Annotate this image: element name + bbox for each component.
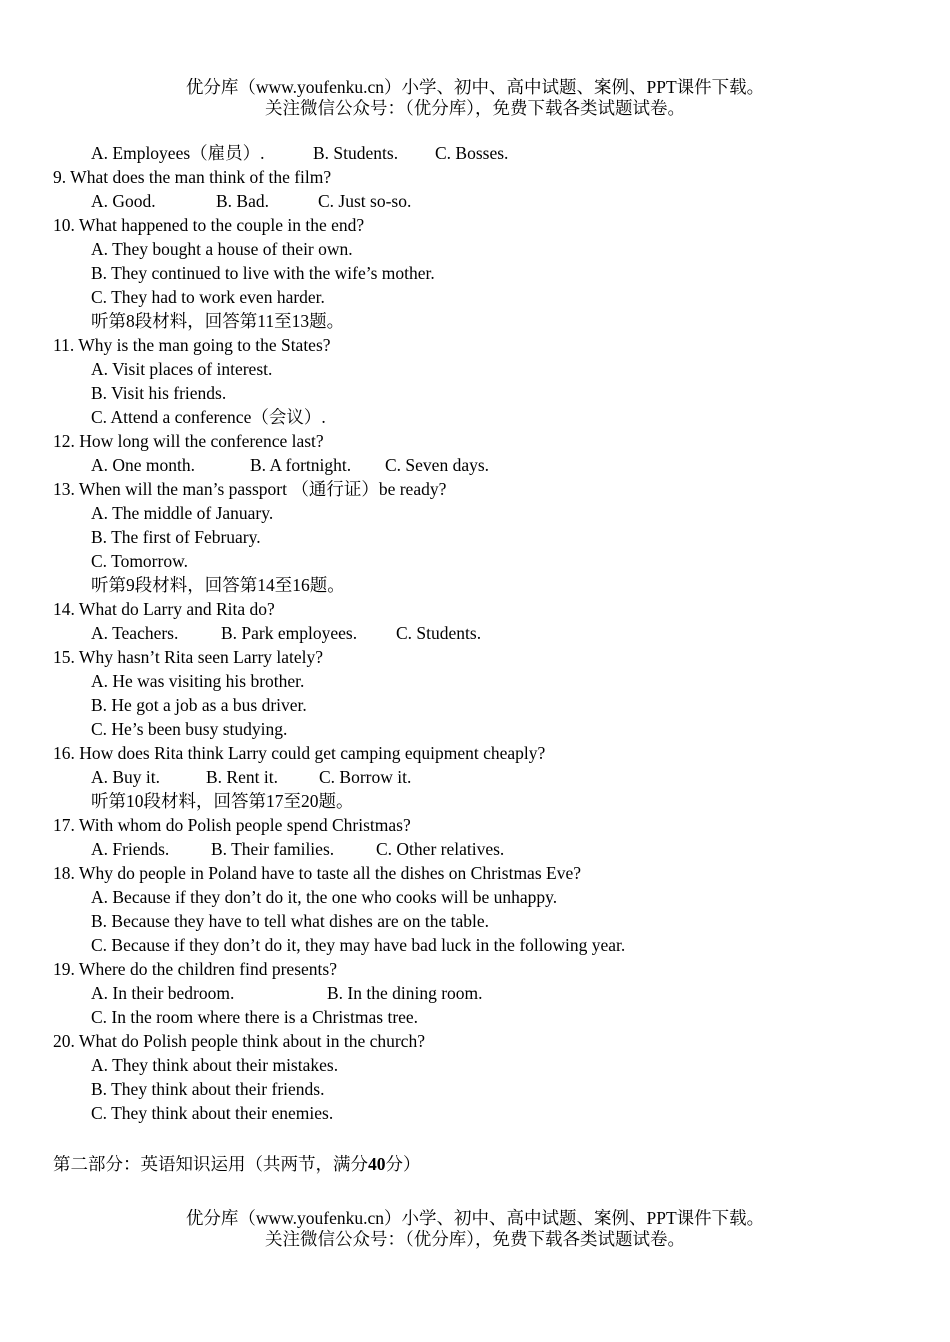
option-line: 听第10段材料，回答第17至20题。 — [91, 791, 354, 811]
option-line: C. In the room where there is a Christmas tree. — [91, 1007, 419, 1027]
option-line: A. They think about their mistakes. — [91, 1055, 339, 1075]
option-line: C. Because if they don’t do it, they may have bad luck in the following year. — [91, 935, 626, 955]
question-line: 15. Why hasn’t Rita seen Larry lately? — [53, 647, 324, 667]
option-item: B. Students. — [313, 143, 399, 163]
section-score: 40 — [368, 1154, 386, 1174]
question-line: 20. What do Polish people think about in the church? — [53, 1031, 425, 1051]
page-footer — [0, 1208, 950, 1250]
option-item: C. Just so-so. — [318, 191, 412, 211]
option-line: C. They think about their enemies. — [91, 1103, 334, 1123]
option-line: A. Visit places of interest. — [91, 359, 273, 379]
option-line: C. They had to work even harder. — [91, 287, 325, 307]
question-line: 11. Why is the man going to the States? — [53, 335, 331, 355]
footer-line-1: 优分库（www.youfenku.cn）小学、初中、高中试题、案例、PPT课件下载。 — [185, 1208, 765, 1228]
page-header — [0, 77, 950, 119]
option-item: B. A fortnight. — [250, 455, 352, 475]
question-line: 18. Why do people in Poland have to taste all the dishes on Christmas Eve? — [53, 863, 581, 883]
section-heading — [53, 1152, 421, 1176]
option-line: A. He was visiting his brother. — [91, 671, 305, 691]
option-line — [53, 141, 913, 165]
option-item: B. Bad. — [216, 191, 269, 211]
question-line: 17. With whom do Polish people spend Christmas? — [53, 815, 411, 835]
option-line — [53, 189, 913, 213]
option-line — [53, 837, 913, 861]
question-line: 14. What do Larry and Rita do? — [53, 599, 275, 619]
option-item: A. Friends. — [91, 839, 170, 859]
option-item: B. Park employees. — [221, 623, 358, 643]
option-line: C. Tomorrow. — [91, 551, 188, 571]
option-line: 听第8段材料，回答第11至13题。 — [91, 311, 345, 331]
option-item: A. In their bedroom. — [91, 983, 235, 1003]
option-item: B. Their families. — [211, 839, 335, 859]
option-line: B. They continued to live with the wife’s mother. — [91, 263, 435, 283]
option-item: A. Teachers. — [91, 623, 179, 643]
section-heading-prefix: 第二部分：英语知识运用（共两节，满分 — [53, 1154, 368, 1174]
option-line: B. They think about their friends. — [91, 1079, 325, 1099]
option-item: C. Borrow it. — [319, 767, 412, 787]
option-line: B. The first of February. — [91, 527, 261, 547]
option-item: C. Other relatives. — [376, 839, 505, 859]
option-item: A. Employees（雇员）. — [91, 143, 265, 163]
header-line-2: 关注微信公众号：（优分库），免费下载各类试题试卷。 — [265, 98, 685, 118]
option-item: C. Bosses. — [435, 143, 509, 163]
option-line — [53, 765, 913, 789]
option-line: C. He’s been busy studying. — [91, 719, 288, 739]
option-line: A. Because if they don’t do it, the one who cooks will be unhappy. — [91, 887, 558, 907]
option-line — [53, 621, 913, 645]
question-line: 13. When will the man’s passport （通行证）be ready? — [53, 479, 447, 499]
question-line: 16. How does Rita think Larry could get camping equipment cheaply? — [53, 743, 546, 763]
option-line: 听第9段材料，回答第14至16题。 — [91, 575, 345, 595]
option-item: A. One month. — [91, 455, 196, 475]
option-line: A. They bought a house of their own. — [91, 239, 353, 259]
option-line — [53, 453, 913, 477]
question-line: 19. Where do the children find presents? — [53, 959, 337, 979]
option-item: B. Rent it. — [206, 767, 278, 787]
option-line: A. The middle of January. — [91, 503, 274, 523]
option-item: B. In the dining room. — [327, 983, 483, 1003]
option-line: B. Because they have to tell what dishes are on the table. — [91, 911, 489, 931]
footer-line-2: 关注微信公众号：（优分库），免费下载各类试题试卷。 — [265, 1229, 685, 1249]
option-item: A. Buy it. — [91, 767, 161, 787]
question-line: 12. How long will the conference last? — [53, 431, 324, 451]
section-heading-suffix: 分） — [385, 1154, 421, 1174]
question-line: 10. What happened to the couple in the end? — [53, 215, 365, 235]
option-line: B. He got a job as a bus driver. — [91, 695, 307, 715]
option-line: C. Attend a conference（会议）. — [91, 407, 326, 427]
question-line: 9. What does the man think of the film? — [53, 167, 332, 187]
header-line-1: 优分库（www.youfenku.cn）小学、初中、高中试题、案例、PPT课件下载。 — [185, 77, 765, 97]
question-list — [53, 141, 913, 1125]
option-line — [53, 981, 913, 1005]
option-item: A. Good. — [91, 191, 156, 211]
option-line: B. Visit his friends. — [91, 383, 227, 403]
option-item: C. Seven days. — [385, 455, 490, 475]
option-item: C. Students. — [396, 623, 482, 643]
